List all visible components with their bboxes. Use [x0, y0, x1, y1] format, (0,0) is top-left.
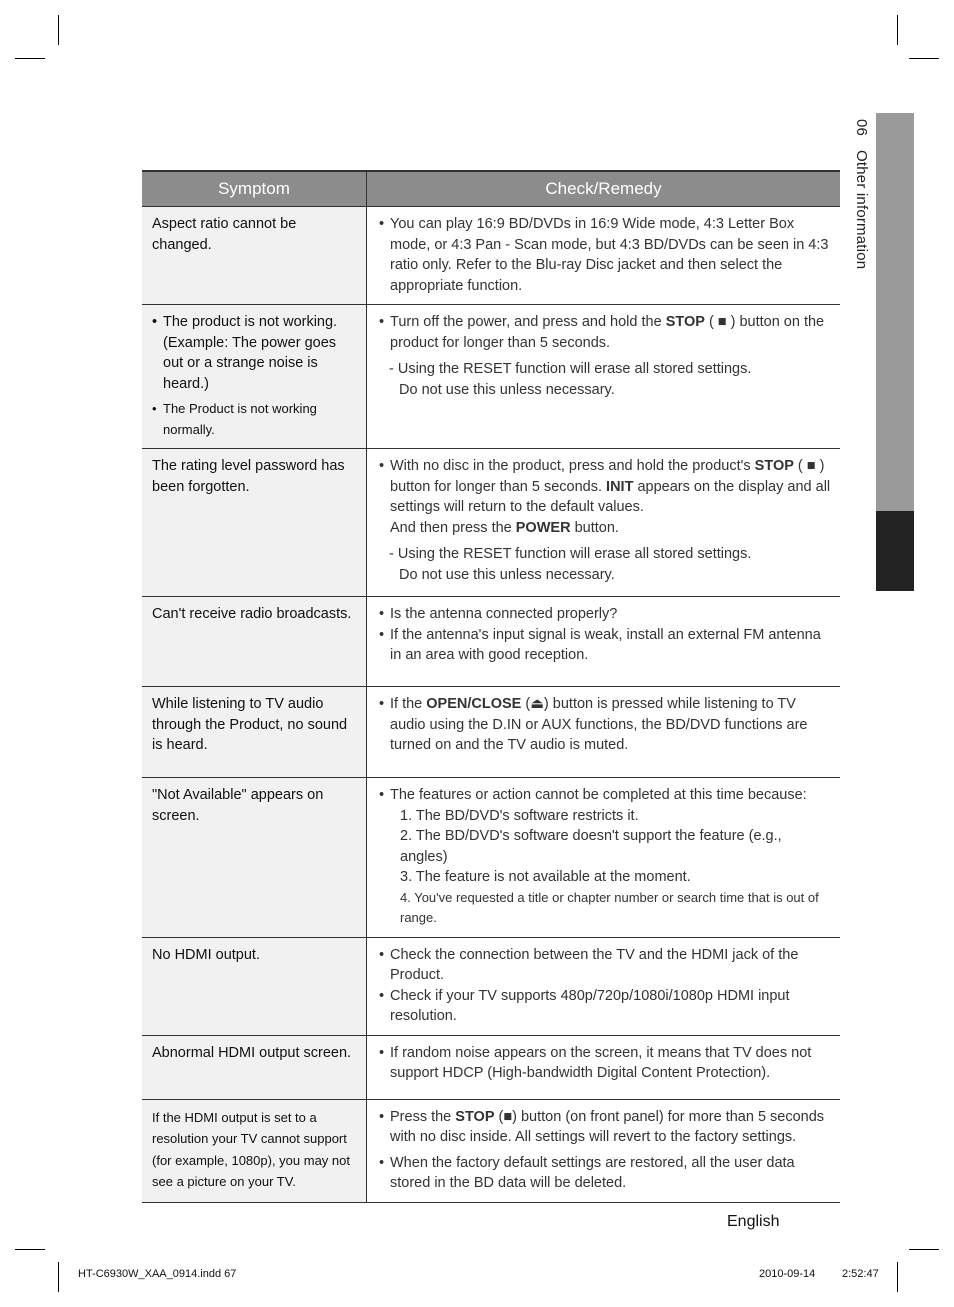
symptom-cell: "Not Available" appears on screen.: [142, 778, 367, 938]
remedy-text: button is pressed while listening to TV audio using the D.IN or AUX functions, the BD/DVD functions are turned on and the TV audio is muted.: [390, 696, 808, 753]
crop-mark: [58, 1262, 59, 1292]
remedy-item: [379, 456, 832, 538]
remedy-item: [379, 1107, 832, 1148]
table-row: [142, 1099, 840, 1202]
table-row: [142, 937, 840, 1035]
remedy-item: • The features or action cannot be completed at this time because:: [379, 785, 832, 806]
chapter-title: Other information: [853, 150, 870, 270]
remedy-cell: [367, 1099, 841, 1202]
reset-warning: - Using the RESET function will erase all stored settings.: [389, 546, 752, 562]
reset-warning: Do not use this unless necessary.: [399, 381, 615, 398]
remedy-item: • Check if your TV supports 480p/720p/1080i/1080p HDMI input resolution.: [379, 986, 832, 1027]
print-date: 2010-09-14: [759, 1268, 816, 1280]
remedy-cell: [367, 937, 841, 1035]
table-row: [142, 207, 840, 305]
remedy-header: Check/Remedy: [367, 171, 841, 207]
remedy-item: • If the antenna's input signal is weak, install an external FM antenna in an area with good reception.: [379, 625, 832, 666]
symptom-cell: [142, 305, 367, 449]
remedy-cell: [367, 778, 841, 938]
remedy-cell: [367, 449, 841, 597]
remedy-cell: [367, 305, 841, 449]
remedy-item: • Is the antenna connected properly?: [379, 604, 832, 625]
remedy-item: • When the factory default settings are restored, all the user data stored in the BD data will be deleted.: [379, 1153, 832, 1194]
reason-item: 1. The BD/DVD's software restricts it.: [400, 807, 639, 824]
chapter-number: 06: [853, 119, 870, 137]
chapter-tab-marker: [876, 511, 914, 591]
crop-mark: [897, 1262, 898, 1292]
init-label: INIT: [606, 478, 634, 495]
stop-button-label: STOP: [754, 458, 794, 474]
symptom-cell: Can't receive radio broadcasts.: [142, 597, 367, 687]
table-row: [142, 778, 840, 938]
remedy-item: • If random noise appears on the screen, it means that TV does not support HDCP (High-bandwidth Digital Content Protection).: [379, 1043, 832, 1084]
table-row: [142, 687, 840, 778]
chapter-label: [853, 119, 870, 283]
symptom-item: • The product is not working. (Example: The power goes out or a strange noise is heard.): [152, 312, 358, 394]
troubleshooting-table: [142, 170, 840, 1203]
remedy-cell: [367, 687, 841, 778]
remedy-text: ( ■ ) button on the product for longer than 5 seconds.: [390, 314, 825, 351]
symptom-cell: While listening to TV audio through the Product, no sound is heard.: [142, 687, 367, 778]
page-language: English: [727, 1213, 780, 1230]
power-button-label: POWER: [515, 519, 571, 536]
symptom-header: Symptom: [142, 171, 367, 207]
open-close-button-label: OPEN/CLOSE: [426, 696, 522, 712]
crop-mark: [909, 58, 939, 59]
stop-button-label: STOP: [665, 314, 705, 330]
crop-mark: [897, 15, 898, 45]
table-row: [142, 305, 840, 449]
remedy-text: Turn off the power, and press and hold the: [390, 314, 662, 330]
crop-mark: [909, 1249, 939, 1250]
remedy-text: And then press the: [390, 519, 512, 536]
symptom-cell: Aspect ratio cannot be changed.: [142, 207, 367, 305]
symptom-cell: The rating level password has been forgotten.: [142, 449, 367, 597]
remedy-text: button.: [574, 519, 619, 536]
remedy-item: [379, 312, 832, 353]
remedy-text: If the: [390, 696, 423, 712]
stop-button-label: STOP: [455, 1108, 495, 1125]
symptom-cell: Abnormal HDMI output screen.: [142, 1035, 367, 1099]
reset-warning: Do not use this unless necessary.: [399, 566, 615, 583]
remedy-text: ( ■ ) button for longer than 5 seconds.: [390, 458, 825, 495]
reset-warning: - Using the RESET function will erase all stored settings.: [389, 361, 752, 377]
table-header-row: [142, 171, 840, 207]
symptom-cell: No HDMI output.: [142, 937, 367, 1035]
remedy-cell: [367, 597, 841, 687]
symptom-cell: If the HDMI output is set to a resolution your TV cannot support (for example, 1080p), you may not see a picture on your TV.: [142, 1099, 367, 1202]
remedy-cell: [367, 207, 841, 305]
symptom-item: • The Product is not working normally.: [152, 399, 358, 440]
remedy-text: Press the: [390, 1108, 452, 1125]
remedy-item: • You can play 16:9 BD/DVDs in 16:9 Wide mode, 4:3 Letter Box mode, or 4:3 Pan - Scan mode, but 4:3 BD/DVDs can be seen in 4:3 ratio only. Refer to the Blu-ray Disc jacket and then select the appropriate function.: [379, 214, 832, 296]
reason-item: 3. The feature is not available at the moment.: [400, 869, 691, 885]
remedy-item: • Check the connection between the TV and the HDMI jack of the Product.: [379, 945, 832, 986]
table-row: [142, 1035, 840, 1099]
crop-mark: [15, 58, 45, 59]
remedy-cell: [367, 1035, 841, 1099]
crop-mark: [15, 1249, 45, 1250]
table-row: [142, 597, 840, 687]
remedy-text: (■) button (on front panel) for more than 5 seconds with no disc inside. All settings will revert to the factory settings.: [390, 1108, 825, 1145]
eject-icon: (⏏): [525, 696, 549, 712]
remedy-item: [379, 694, 832, 756]
print-time: 2:52:47: [842, 1268, 879, 1280]
reason-item: 2. The BD/DVD's software doesn't support the feature (e.g., angles): [400, 828, 782, 865]
remedy-text: appears on the display and all settings will return to the default values.: [390, 478, 831, 515]
reason-item: 4. You've requested a title or chapter number or search time that is out of range.: [400, 889, 819, 925]
remedy-text: With no disc in the product, press and hold the product's: [390, 458, 751, 474]
file-slug: HT-C6930W_XAA_0914.indd 67: [78, 1268, 237, 1280]
crop-mark: [58, 15, 59, 45]
table-row: [142, 449, 840, 597]
